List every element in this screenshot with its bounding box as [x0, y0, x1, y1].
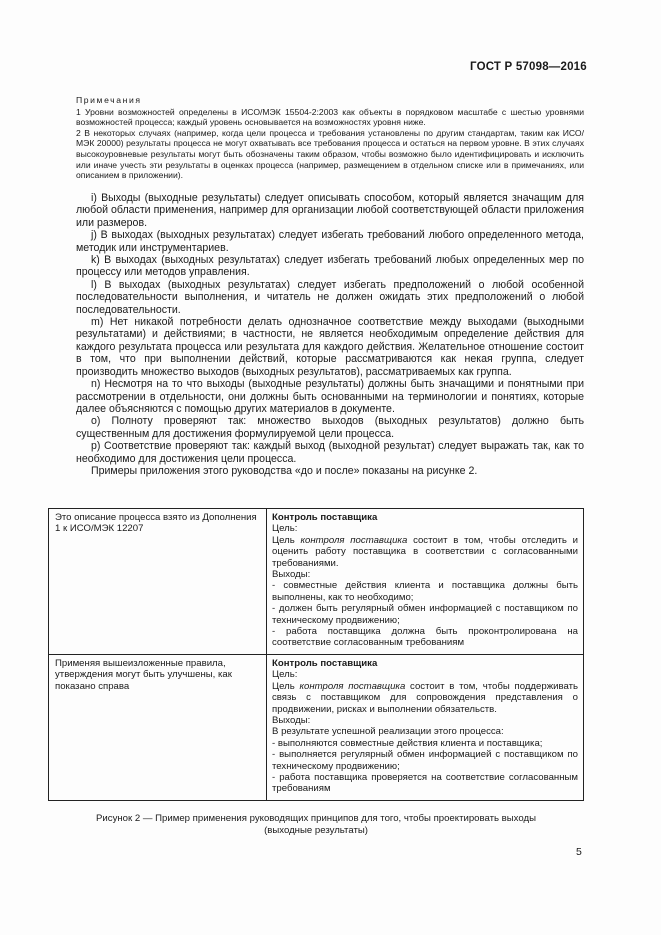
list-item: - должен быть регулярный обмен информацией с поставщиком по техническому продвижению; — [272, 603, 578, 626]
table-row — [49, 509, 584, 655]
paragraph-j: j) В выходах (выходных результатах) следует избегать требований любого определенного метода, методик или инструментариев. — [76, 229, 584, 254]
list-item: - совместные действия клиента и поставщика должны быть выполнены, как то необходимо; — [272, 580, 578, 603]
caption-line: Рисунок 2 — Пример применения руководящих принципов для того, чтобы проектировать выходы — [96, 813, 536, 824]
goal-label: Цель: — [272, 669, 298, 681]
paragraph-p: p) Соответствие проверяют так: каждый выход (выходной результат) следует выражать так, как то необходимо для достижения цели процесса. — [76, 440, 584, 465]
paragraph-o: o) Полноту проверяют так: множество выходов (выходных результатов) должно быть существенным для достижения формулируемой цели процесса. — [76, 415, 584, 440]
paragraph-k: k) В выходах (выходных результатах) следует избегать требований любых определенных мер по процессу или методов управления. — [76, 254, 584, 279]
notes-title: Примечания — [76, 95, 142, 105]
figure-table — [48, 508, 584, 801]
goal-rest: состоит в том, чтобы поддерживать связь с поставщиком для сопровождения представления о продвижении, рисках и выполнении обязательств. — [272, 680, 578, 715]
goal-text — [272, 681, 578, 715]
list-item: - выполняется регулярный обмен информацией с поставщиком по техническому продвижению; — [272, 749, 578, 772]
outputs-label: Выходы: — [272, 714, 311, 726]
paragraph-l: l) В выходах (выходных результатах) следует избегать предположений о любой особенной последовательности выполнения, и читатель не должен ожидать этих предположений о любой последовательности. — [76, 278, 584, 316]
caption-line: (выходные результаты) — [264, 824, 368, 836]
table-cell-content — [267, 654, 584, 800]
standard-header: ГОСТ Р 57098—2016 — [470, 61, 587, 73]
list-item: - работа поставщика проверяется на соответствие согласованным требованиям — [272, 771, 578, 795]
goal-text — [272, 535, 578, 569]
goal-prefix: Цель — [272, 534, 301, 546]
note-item: 1 Уровни возможностей определены в ИСО/МЭК 15504-2:2003 как объекты в порядковом масштабе с шестью уровнями возможностей процесса; каждый уровень основывается на возможностях уровня ниже. — [76, 106, 584, 128]
table-cell-description: Применяя вышеизложенные правила, утверждения могут быть улучшены, как показано справа — [49, 654, 267, 800]
outputs-label: Выходы: — [272, 569, 311, 581]
page-number: 5 — [576, 846, 582, 858]
goal-prefix: Цель — [272, 680, 300, 692]
table-cell-content — [267, 509, 584, 655]
body-text — [76, 192, 584, 477]
goal-rest: состоит в том, чтобы отследить и оценить работу поставщика в соответствии с согласованными требованиями. — [272, 534, 578, 569]
figure-caption — [48, 813, 584, 837]
outputs-intro: В результате успешной реализации этого процесса: — [272, 726, 504, 738]
goal-term: контроля поставщика — [300, 534, 408, 546]
list-item: - работа поставщика должна быть проконтролирована на соответствие согласованным требованиям — [272, 626, 578, 649]
goal-label: Цель: — [272, 523, 298, 535]
table-cell-description: Это описание процесса взято из Дополнения 1 к ИСО/МЭК 12207 — [49, 509, 267, 655]
paragraph-examples: Примеры приложения этого руководства «до и после» показаны на рисунке 2. — [91, 464, 478, 477]
paragraph-i: i) Выходы (выходные результаты) следует описывать способом, который является значащим для любой области применения, например для организации любой соответствующей области приложения или размеров. — [76, 192, 584, 229]
note-item: 2 В некоторых случаях (например, когда цели процесса и требования установлены по другим стандартам, таким как ИСО/МЭК 20000) результаты процесса не могут охватывать все требования процесса и остаться на первом уровне. В этих случаях высокоуровневые результаты могут быть обозначены таким образом, чтобы возможно было идентифицировать и исключить или иначе учесть эти результаты в оценках процесса (например, размещением в отдельном списке или в примечаниях, или описанием в приложении). — [76, 127, 584, 181]
table-row — [49, 654, 584, 800]
goal-term: контроля поставщика — [299, 680, 406, 692]
list-item: - выполняются совместные действия клиента и поставщика; — [272, 737, 543, 749]
paragraph-n: n) Несмотря на то что выходы (выходные результаты) должны быть значащими и понятными при рассмотрении в отдельности, они должны быть основанными на терминологии и понятиях, которые далее объясняются с помощью других материалов в документе. — [76, 378, 584, 415]
notes-block — [76, 95, 584, 181]
block-title: Контроль поставщика — [272, 657, 378, 669]
paragraph-m: m) Нет никакой потребности делать однозначное соответствие между выходами (выходными результатами) и действиями; в частности, не является необходимым определение действия для каждого результата процесса или результата для каждого действия. Желательное отношение состоит в том, что при выполнении действий, которые рассматриваются как некая группа, следует производить множество выходов (выходных результатов), рассматриваемых как группа. — [76, 316, 584, 378]
block-title: Контроль поставщика — [272, 512, 378, 523]
